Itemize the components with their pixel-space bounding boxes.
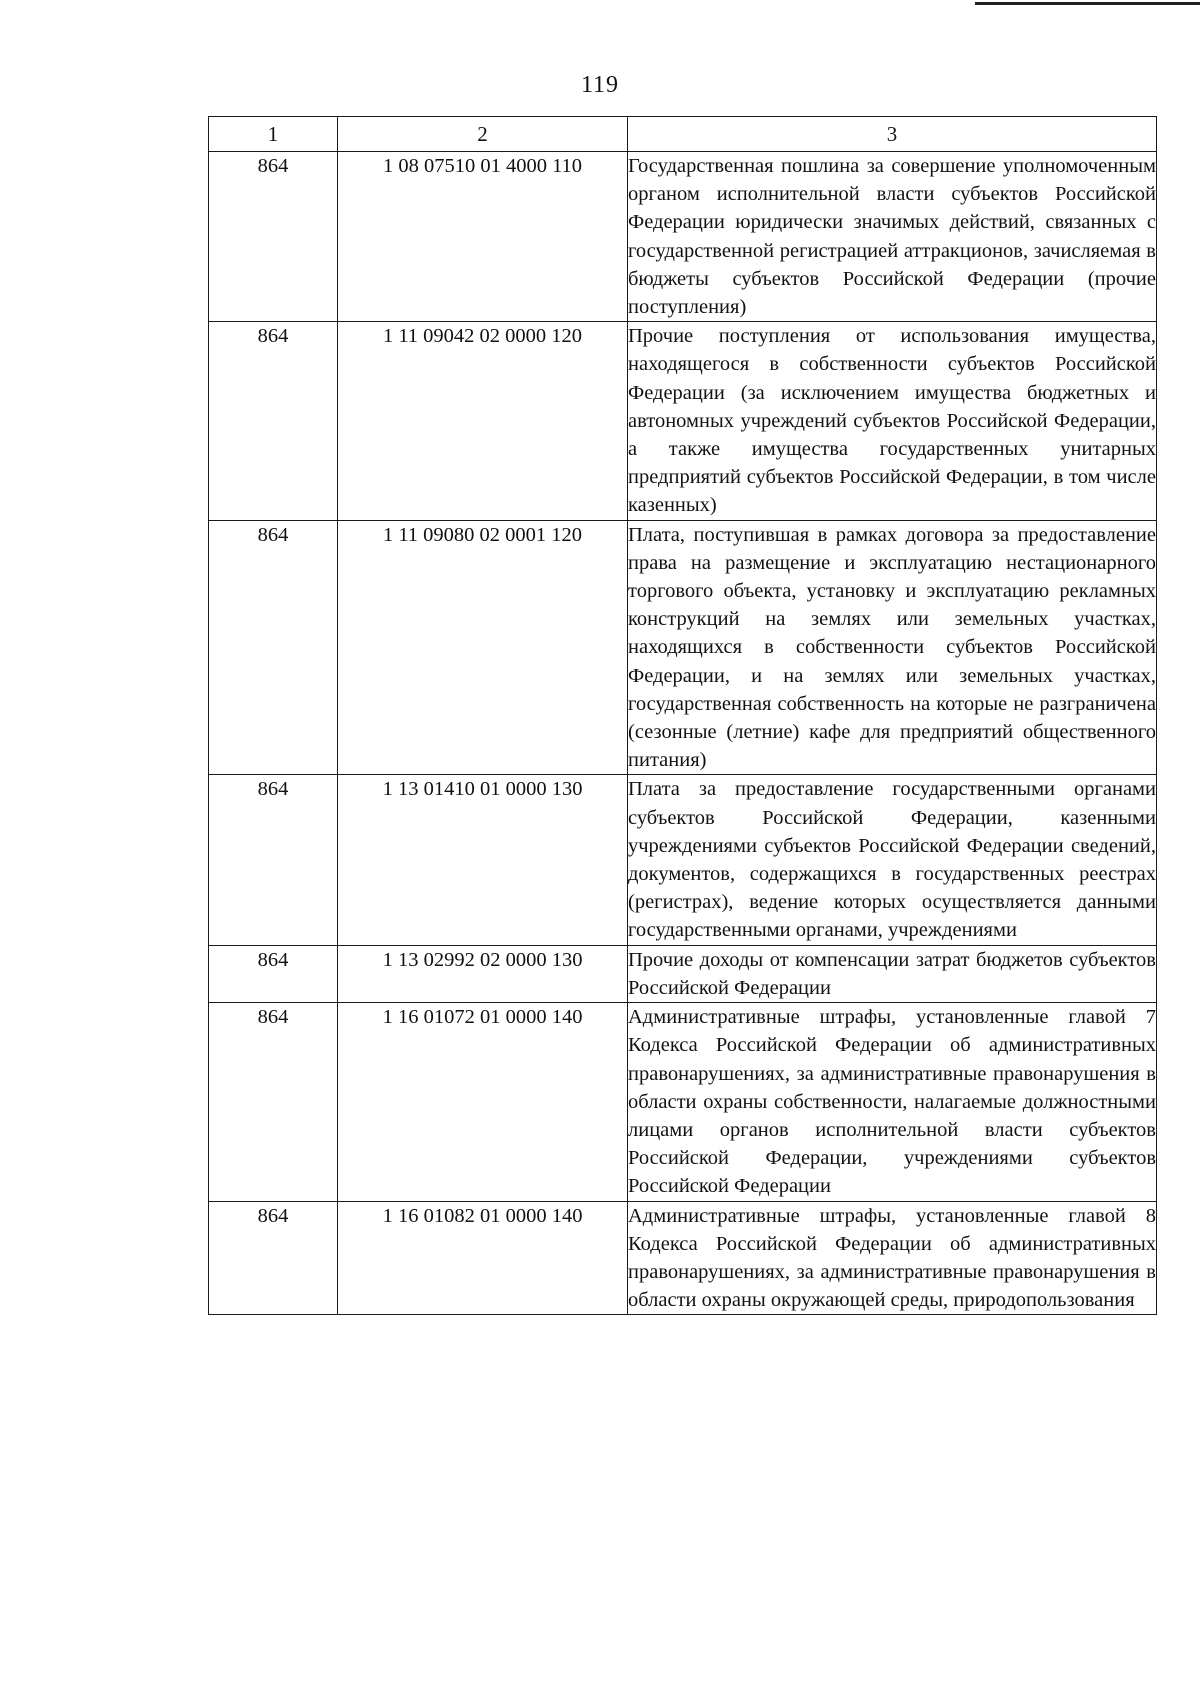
table-row — [209, 945, 1157, 1002]
budget-code-cell: 1 13 01410 01 0000 130 — [338, 775, 628, 945]
table-row — [209, 152, 1157, 322]
budget-code-cell: 1 16 01072 01 0000 140 — [338, 1003, 628, 1201]
admin-code-cell: 864 — [209, 775, 338, 945]
description-cell: Плата, поступившая в рамках договора за предоставление права на размещение и эксплуатацию нестационарного торгового объекта, установку и эксплуатацию рекламных конструкций на землях или земельных участках, находящихся в собственности субъектов Российской Федерации, и на землях или земельных участках, государственная собственность на которые не разграничена (сезонные (летние) кафе для предприятий общественного питания) — [628, 520, 1157, 775]
admin-code-cell: 864 — [209, 152, 338, 322]
admin-code-cell: 864 — [209, 1003, 338, 1201]
table-row — [209, 520, 1157, 775]
table-row — [209, 1201, 1157, 1315]
admin-code-cell: 864 — [209, 945, 338, 1002]
budget-code-cell: 1 11 09080 02 0001 120 — [338, 520, 628, 775]
description-cell: Прочие поступления от использования имущества, находящегося в собственности субъектов Российской Федерации (за исключением имущества бюджетных и автономных учреждений субъектов Российской Федерации, а также имущества государственных унитарных предприятий субъектов Российской Федерации, в том числе казенных) — [628, 322, 1157, 520]
budget-code-cell: 1 11 09042 02 0000 120 — [338, 322, 628, 520]
header-cell-2: 2 — [338, 117, 628, 152]
table-header-row — [209, 117, 1157, 152]
top-rule — [975, 2, 1200, 5]
header-cell-1: 1 — [209, 117, 338, 152]
budget-code-cell: 1 08 07510 01 4000 110 — [338, 152, 628, 322]
budget-code-cell: 1 16 01082 01 0000 140 — [338, 1201, 628, 1315]
table-row — [209, 322, 1157, 520]
description-cell: Административные штрафы, установленные главой 7 Кодекса Российской Федерации об административных правонарушениях, за административные правонарушения в области охраны собственности, налагаемые должностными лицами органов исполнительной власти субъектов Российской Федерации, учреждениями субъектов Российской Федерации — [628, 1003, 1157, 1201]
description-cell: Прочие доходы от компенсации затрат бюджетов субъектов Российской Федерации — [628, 945, 1157, 1002]
description-cell: Административные штрафы, установленные главой 8 Кодекса Российской Федерации об административных правонарушениях, за административные правонарушения в области охраны окружающей среды, природопользования — [628, 1201, 1157, 1315]
admin-code-cell: 864 — [209, 322, 338, 520]
page-number: 119 — [580, 72, 620, 98]
admin-code-cell: 864 — [209, 1201, 338, 1315]
table-row — [209, 775, 1157, 945]
description-cell: Плата за предоставление государственными органами субъектов Российской Федерации, казенными учреждениями субъектов Российской Федерации сведений, документов, содержащихся в государственных реестрах (регистрах), ведение которых осуществляется данными государственными органами, учреждениями — [628, 775, 1157, 945]
revenue-codes-table — [208, 116, 1157, 1315]
description-cell: Государственная пошлина за совершение уполномоченным органом исполнительной власти субъектов Российской Федерации юридически значимых действий, связанных с государственной регистрацией аттракционов, зачисляемая в бюджеты субъектов Российской Федерации (прочие поступления) — [628, 152, 1157, 322]
budget-code-cell: 1 13 02992 02 0000 130 — [338, 945, 628, 1002]
admin-code-cell: 864 — [209, 520, 338, 775]
table-row — [209, 1003, 1157, 1201]
header-cell-3: 3 — [628, 117, 1157, 152]
